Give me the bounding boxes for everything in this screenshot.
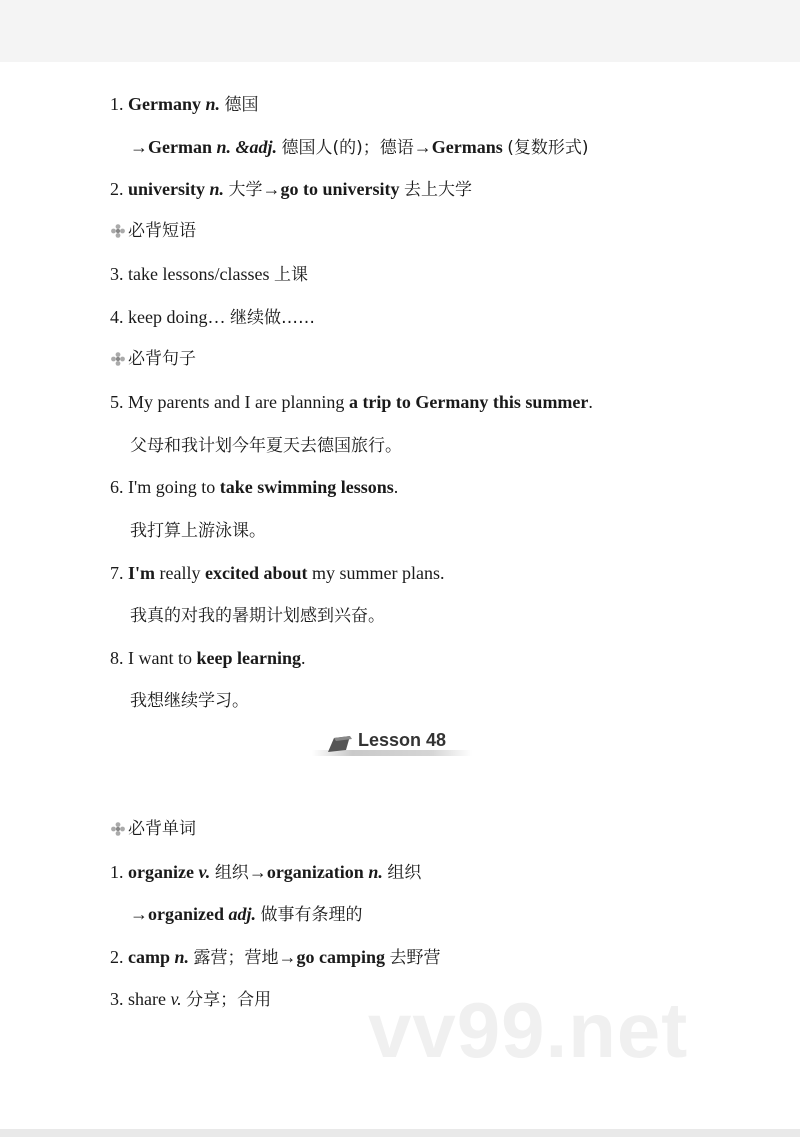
section-title: 必背短语 [128,221,196,241]
sentence-translation-5 [130,433,402,458]
vocab-word: camp [128,947,170,967]
chinese-meaning: 上课 [273,265,308,285]
arrow: → [248,862,267,882]
item-number: 1. [110,94,124,114]
chinese-meaning: 组织 [214,863,249,883]
part-of-speech: adj. [228,904,257,924]
vocab-word: university [128,179,206,199]
vocab-line-german [130,135,589,160]
sentence-translation-7 [130,603,385,628]
item-number: 2. [110,947,124,967]
item-number: 1. [110,862,124,882]
phrase-text: 4. keep doing… [110,307,226,327]
sentence-text: 8. I want to [110,648,192,668]
sentence-text: 5. My parents and I are planning [110,392,345,412]
chinese-meaning: 做事有条理的 [260,905,363,925]
vocab-word: Germans [431,137,503,157]
chinese-translation: 我想继续学习。 [130,691,249,711]
section-title: 必背句子 [128,349,196,369]
chinese-meaning: 去野营 [389,948,441,968]
vocab-line-germany [110,92,259,117]
flower-bullet-icon [110,224,126,238]
vocab-word: organization [266,862,364,882]
arrow: → [262,179,281,199]
watermark: vv99.net [368,986,689,1074]
part-of-speech: n. [368,862,383,882]
part-of-speech: n. [209,179,225,199]
part-of-speech: n. [174,947,190,967]
part-of-speech: v. [198,862,211,882]
arrow: → [130,904,148,924]
key-phrase: a trip to Germany this summer [348,392,589,412]
sentence-text: my summer plans. [311,563,445,583]
arrow: → [278,947,297,967]
section-heading-words [110,817,196,841]
punctuation: . [301,648,306,668]
chinese-meaning: 德国人(的)；德语 [281,138,414,158]
lesson-title: Lesson 48 [358,730,447,750]
phrase-line-3 [110,262,308,287]
top-margin-band [0,0,800,62]
phrase-line-4 [110,305,315,330]
vocab-word: 3. share [110,989,166,1009]
punctuation: . [393,477,399,497]
plural-note: (复数形式) [507,138,589,158]
chinese-meaning: 分享；合用 [186,990,272,1010]
flower-bullet-icon [110,352,126,366]
sentence-line-7 [110,561,444,585]
flower-bullet-icon [110,822,126,836]
vocab-line-share [110,987,271,1012]
section-heading-sentences [110,347,196,371]
arrow: → [130,137,148,157]
key-phrase: take swimming lessons [219,477,394,497]
section-title: 必背单词 [128,819,196,839]
key-phrase: keep learning [196,648,301,668]
part-of-speech: n. [205,94,220,114]
sentence-text: 6. I'm going to [110,477,216,497]
vocab-line-organized [130,902,363,927]
arrow: → [413,137,432,157]
chinese-meaning: 德国 [224,95,259,115]
part-of-speech: n. &adj. [216,137,277,157]
sentence-translation-6 [130,518,266,543]
chinese-meaning: 继续做…… [229,308,315,328]
chinese-meaning: 组织 [387,863,422,883]
sentence-line-8 [110,646,306,670]
punctuation: . [588,392,593,412]
bottom-margin-band [0,1129,800,1137]
key-phrase: I'm [128,563,155,583]
chinese-translation: 我打算上游泳课。 [130,521,266,541]
section-heading-phrases [110,219,196,243]
chinese-translation: 父母和我计划今年夏天去德国旅行。 [130,436,402,456]
lesson-banner [312,730,472,758]
sentence-translation-8 [130,688,249,713]
vocab-word: German [148,137,212,157]
vocab-word: organized [148,904,224,924]
phrase-text: 3. take lessons/classes [110,264,270,284]
vocab-phrase: go to university [280,179,400,199]
chinese-meaning: 大学 [228,180,263,200]
vocab-word: Germany [128,94,201,114]
vocab-phrase: go camping [296,947,386,967]
vocab-line-university [110,177,472,202]
vocab-line-organize [110,860,421,885]
vocab-line-camp [110,945,441,970]
chinese-meaning: 露营；营地 [193,948,279,968]
key-phrase: excited about [204,563,308,583]
sentence-line-6 [110,475,398,499]
sentence-text: really [159,563,201,583]
sentence-line-5 [110,390,593,414]
vocab-word: organize [128,862,194,882]
part-of-speech: v. [170,989,182,1009]
book-icon [326,734,360,754]
item-number: 2. [110,179,124,199]
item-number: 7. [110,563,124,583]
chinese-translation: 我真的对我的暑期计划感到兴奋。 [130,606,385,626]
chinese-meaning: 去上大学 [404,180,473,200]
